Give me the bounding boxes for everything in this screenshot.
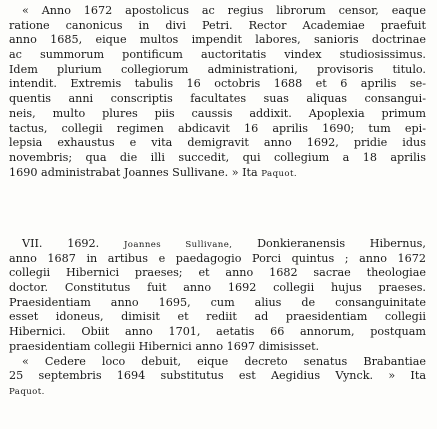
text-line: doctor. Constitutus fuit anno 1692 collegii hujus praeses. bbox=[9, 281, 426, 295]
text-line: anno 1685, eique multos impendit labores, sanioris doctrinae bbox=[9, 33, 426, 47]
paragraph-1 bbox=[9, 4, 426, 180]
entry-number: VII. 1692. bbox=[22, 237, 124, 250]
text-line: praesidentiam collegii Hibernici anno 1697 dimisisset. bbox=[9, 339, 320, 353]
text-line: quentis anni conscriptis facultates suas aliquas consangui- bbox=[9, 92, 426, 106]
text-line: intendit. Extremis tabulis 16 octobris 1688 et 6 aprilis se- bbox=[9, 77, 426, 91]
text-line: ratione canonicus in divi Petri. Rector Academiae praefuit bbox=[9, 18, 426, 32]
text-line: ac summorum pontificum auctoritatis vindex studiosissimus. bbox=[9, 48, 426, 62]
text-line: neis, multo plures piis caussis addixit. Apoplexia primum bbox=[9, 106, 426, 120]
text-line: esset idoneus, dimisit et rediit ad praesidentiam collegii bbox=[9, 310, 426, 324]
author-name: Paquot. bbox=[261, 168, 297, 179]
text-line bbox=[9, 166, 426, 181]
text-line bbox=[9, 384, 426, 399]
text-line bbox=[9, 237, 426, 252]
person-name: Joannes Sullivane, bbox=[123, 240, 233, 250]
text-line: novembris; qua die illi succedit, qui collegium a 18 aprilis bbox=[9, 150, 426, 164]
text-line: « Cedere loco debuit, eique decreto senatus Brabantiae bbox=[22, 354, 426, 368]
text-line: Praesidentiam anno 1695, cum alius de consanguinitate bbox=[9, 295, 426, 309]
text-line: collegii Hibernici praeses; et anno 1682 sacrae theologiae bbox=[9, 266, 426, 280]
text-line: Hibernici. Obiit anno 1701, aetatis 66 annorum, postquam bbox=[9, 325, 426, 339]
paragraph-2 bbox=[9, 237, 426, 399]
text-fragment: Donkieranensis Hibernus, bbox=[232, 237, 426, 250]
text-line: anno 1687 in artibus e paedagogio Porci quintus ; anno 1672 bbox=[9, 251, 426, 265]
text-line: tactus, collegii regimen abdicavit 16 aprilis 1690; tum epi- bbox=[9, 121, 426, 135]
text-fragment: 1690 administrabat Joannes Sullivane. » Ita bbox=[9, 165, 262, 179]
text-line: lepsia exhaustus e vita demigravit anno 1692, pridie idus bbox=[9, 136, 426, 150]
author-name: Paquot. bbox=[9, 386, 45, 397]
text-line: Idem plurium collegiorum administrationi, provisoris titulo. bbox=[9, 62, 426, 76]
text-line: « Anno 1672 apostolicus ac regius librorum censor, eaque bbox=[22, 4, 426, 17]
text-line: 25 septembris 1694 substitutus est Aegidius Vynck. » Ita bbox=[9, 369, 426, 383]
